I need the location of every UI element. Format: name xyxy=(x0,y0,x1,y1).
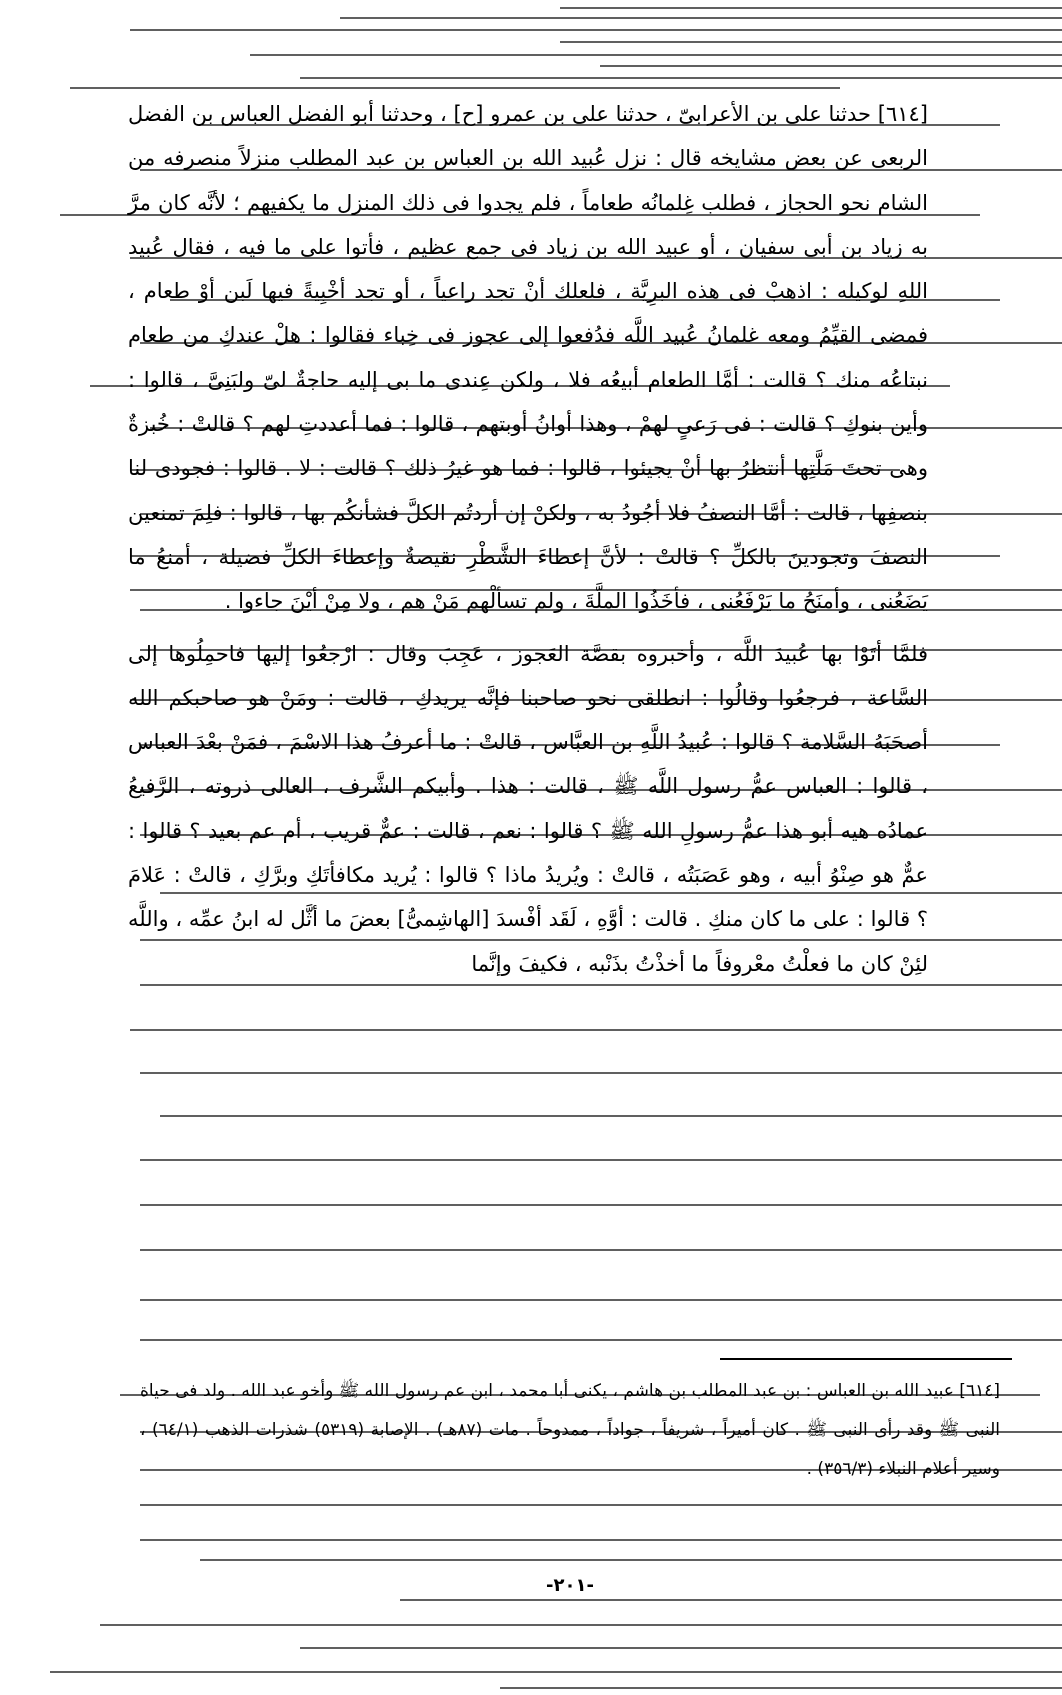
paragraph-continuation: فلمَّا أتَوْا بها عُبيدَ اللَّه ، وأخبروه بقصَّة العَجوز ، عَجِبَ وقال : ارْجعُوا إليها فاحمِلُوها إلى السَّاعة ، فرجعُوا وقالُوا : انطلقى نحو صاحبنا فإنَّه يريدكِ ، قالت : ومَنْ هو صاحبكم الله أصحَبَهُ السَّلامة ؟ قالوا : عُبيدُ اللَّهِ بن العبَّاس ، قالتْ : ما أعرفُ هذا الاسْمَ ، فمَنْ بعْدَ العباس ، قالوا : العباس عمُّ رسول اللَّه ﷺ ، قالت : هذا . وأبيكم الشَّرف ، العالى ذروته ، الرَّفيعُ عمادُه هيه أبو هذا عمُّ رسولِ الله ﷺ ؟ قالوا : نعم ، قالت : عمٌّ قريب ، أم عم بعيد ؟ قالوا : عمٌّ هو صِنْوُ أبيه ، وهو عَصَبَتُه ، قالتْ : ويُريدُ ماذا ؟ قالوا : يُريد مكافأتَكِ وبرَّكِ ، قالتْ : عَلامَ ؟ قالوا : على ما كان منكِ . قالت : أوَّهِ ، لَقَد أفْسدَ [الهاشِمىُّ] بعضَ ما أثَّل له ابنُ عمِّه ، واللَّه لئِنْ كان ما فعلْتُ معْروفاً ما أخذْتُ بذَنْبه ، فكيفَ وإنَّما xyxy=(128,641,928,976)
footnote-text: [٦١٤] عبيد الله بن العباس : بن عبد المطلب بن هاشم ، يكنى أبا محمد ، ابن عم رسول الله ﷺ وأخو عبد الله . ولد فى حياة النبى ﷺ وقد رأى النبى ﷺ . كان أميراً ، شريفاً ، جواداً ، ممدوحاً . مات (٨٧هـ) . الإصابة (٥٣١٩) شذرات الذهب (٦٤/١) ، وسير أعلام النبلاء (٣٥٦/٣) . xyxy=(140,1381,1000,1479)
page-number: -٢٠١- xyxy=(546,1575,594,1596)
footnote-block xyxy=(140,1372,1000,1489)
paragraph-614: [٦١٤] حدثنا على بن الأعرابىّ ، حدثنا على بن عمرو [ح] ، وحدثنا أبو الفضل العباس بن الفضل الربعى عن بعض مشايخه قال : نزل عُبيد الله بن العباس بن عبد المطلب منزلاً منصرفه من الشام نحو الحجاز ، فطلب غِلمانُه طعاماً ، فلم يجدوا فى ذلك المنزل ما يكفيهم ؛ لأنَّه كان مرَّ به زياد بن أبى سفيان ، أو عبيد الله بن زياد فى جمع عظيم ، فأتوا على ما فيه ، فقال عُبيد اللهِ لوكيله : اذهبْ فى هذه البرِيَّة ، فلعلك أنْ تجد راعياً ، أو تجد أخْبِيةً فيها لَبن أوْ طعام ، فمضى القيِّمُ ومعه غلمانُ عُبيد اللَّه فدُفعوا إلى عجوز فى خِباء فقالوا : هلْ عندكِ من طعام نبتاعُه منك ؟ قالت : أمَّا الطعام أبيعُه فلا ، ولكن عِندى ما بى إليه حاجةٌ لىّ ولبَنِىَّ ، قالوا : وأين بنوكِ ؟ قالت : فى رَعىٍ لهمْ ، وهذا أوانُ أوبتهم ، قالوا : فما أعددتِ لهم ؟ قالتْ : خُبزةٌ وهى تحتَ مَلَّتِها أنتظرُ بها أنْ يجيئوا ، قالوا : فما هو غيرُ ذلك ؟ قالت : لا . قالوا : فجودى لنا بنصفِها ، قالت : أمَّا النصفُ فلا أجُودُ به ، ولكنْ إن أردتُم الكلَّ فشأنكُم بها ، قالوا : فلِمَ تمنعين النصفَ وتجودينَ بالكلِّ ؟ قالتْ : لأنَّ إعطاءَ الشَّطْرِ نقيصةٌ وإعطاءَ الكلِّ فضيلة ، أمنعُ ما يَضَعُنى ، وأمنَحُ ما يَرْفَعُنى ، فأخَذُوا الملَّةَ ، ولم تسألْهم مَنْ هم ، ولا مِنْ أيْنَ جاءوا . xyxy=(128,102,928,614)
main-text-block xyxy=(128,92,928,986)
footnote-separator xyxy=(720,1358,1012,1360)
